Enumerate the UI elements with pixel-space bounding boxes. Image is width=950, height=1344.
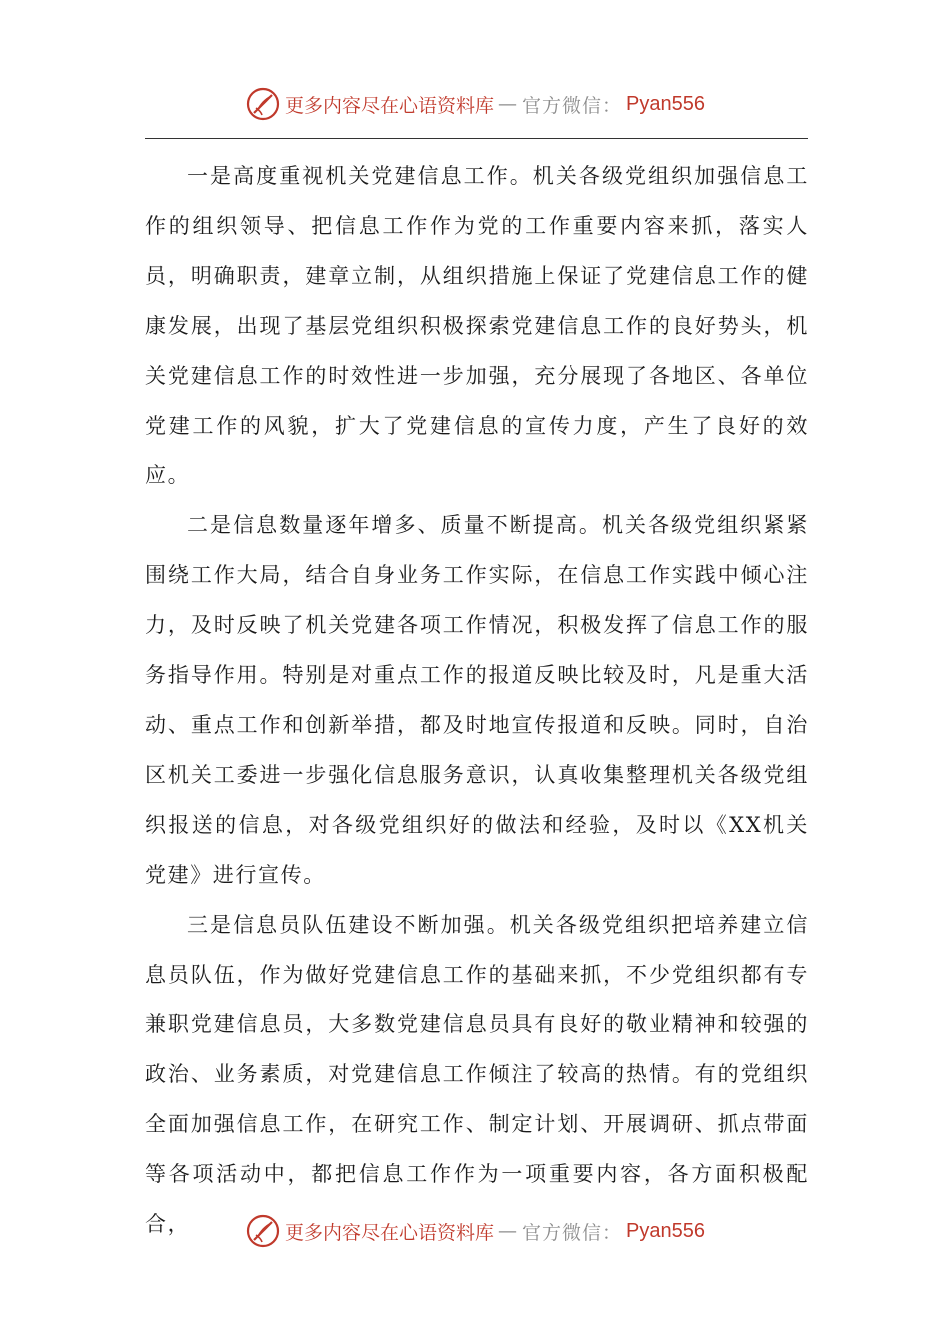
- watermark-dash: —: [498, 1220, 519, 1242]
- paragraph-3: 三是信息员队伍建设不断加强。机关各级党组织把培养建立信息员队伍，作为做好党建信息工作的基础来抓，不少党组织都有专兼职党建信息员，大多数党建信息员具有良好的敬业精神和较强的政治、业务素质，对党建信息工作倾注了较高的热情。有的党组织全面加强信息工作，在研究工作、制定计划、开展调研、抓点带面等各项活动中，都把信息工作作为一项重要内容，各方面积极配合，: [145, 912, 809, 1237]
- watermark-sub-text: 官方微信：: [522, 1221, 623, 1244]
- paragraph-1: 一是高度重视机关党建信息工作。机关各级党组织加强信息工作的组织领导、把信息工作作为党的工作重要内容来抓，落实人员，明确职责，建章立制，从组织措施上保证了党建信息工作的健康发展，出现了基层党组织积极探索党建信息工作的良好势头，机关党建信息工作的时效性进一步加强，充分展现了各地区、各单位党建工作的风貌，扩大了党建信息的宣传力度，产生了良好的效应。: [145, 164, 809, 488]
- quill-logo-icon: [245, 1213, 281, 1249]
- watermark-main-text: 更多内容尽在心语资料库: [285, 94, 495, 117]
- watermark-wechat-id: Pyan556: [626, 92, 705, 115]
- watermark-main-text: 更多内容尽在心语资料库: [285, 1221, 495, 1244]
- document-body: [145, 152, 809, 1250]
- quill-logo-icon: [245, 86, 281, 122]
- paragraph-2: 二是信息数量逐年增多、质量不断提高。机关各级党组织紧紧围绕工作大局，结合自身业务工作实际，在信息工作实践中倾心注力，及时反映了机关党建各项工作情况，积极发挥了信息工作的服务指导作用。特别是对重点工作的报道反映比较及时，凡是重大活动、重点工作和创新举措，都及时地宣传报道和反映。同时，自治区机关工委进一步强化信息服务意识，认真收集整理机关各级党组织报送的信息，对各级党组织好的做法和经验，及时以《XX机关党建》进行宣传。: [145, 513, 809, 887]
- watermark-wechat-id: Pyan556: [626, 1219, 705, 1242]
- header-watermark: [0, 84, 950, 124]
- footer-watermark: [0, 1211, 950, 1251]
- header-divider: [145, 138, 808, 139]
- watermark-dash: —: [498, 93, 519, 115]
- watermark-sub-text: 官方微信：: [522, 94, 623, 117]
